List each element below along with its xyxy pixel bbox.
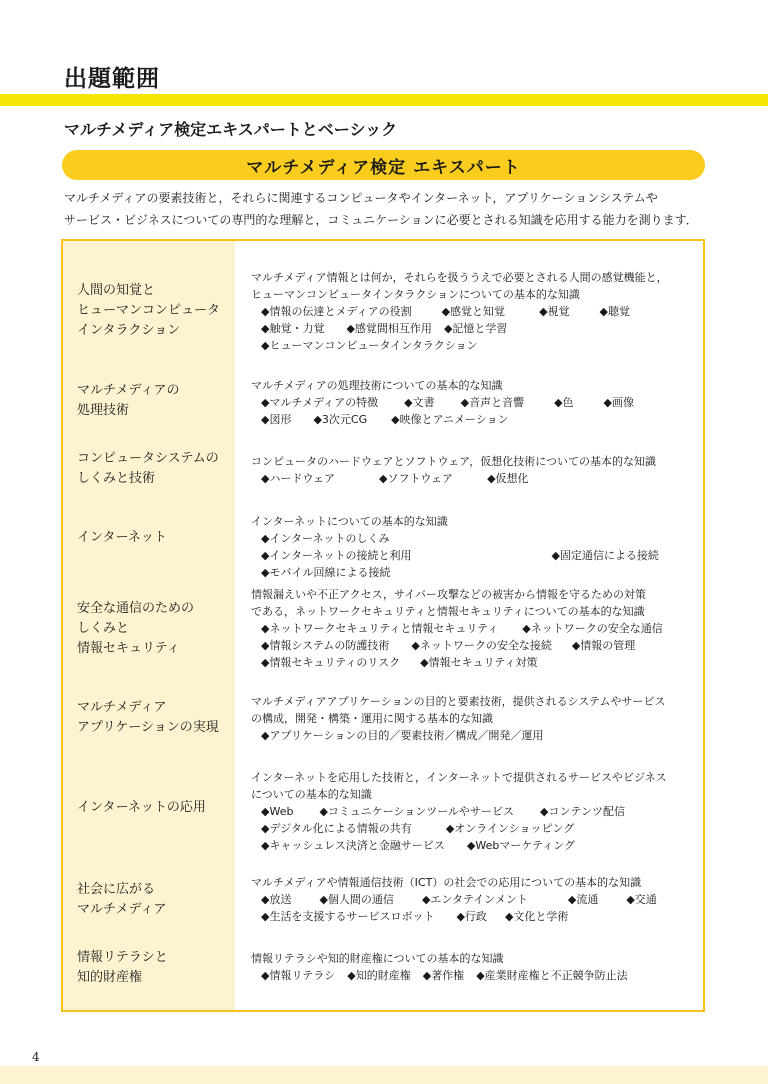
topic-list: [251, 470, 701, 487]
topic-item: ◆オンラインショッピング: [445, 822, 575, 835]
topic-item: ◆マルチメディアの特徴: [261, 396, 379, 409]
category-label: インターネット: [77, 530, 167, 545]
topic-item: ◆交通: [626, 893, 657, 906]
topic-item: ◆Web: [261, 805, 294, 818]
category-description: マルチメディアや情報通信技術（ICT）の社会での応用についての基本的な知識: [251, 876, 642, 889]
category-label: 安全な通信のための しくみと 情報セキュリティ: [77, 601, 195, 656]
topic-item: ◆視覚: [539, 305, 570, 318]
topic-item: ◆色: [554, 396, 574, 409]
section-subtitle: マルチメディア検定エキスパートとベーシック: [64, 120, 398, 139]
category-label: コンピュータシステムの しくみと技術: [77, 451, 219, 486]
category-description: インターネットについての基本的な知識: [251, 515, 448, 528]
topic-item: ◆固定通信による接続: [551, 549, 659, 562]
topic-item: ◆映像とアニメーション: [391, 413, 509, 426]
topic-item: ◆インターネットの接続と利用: [261, 549, 412, 562]
expert-heading-pill: マルチメディア検定 エキスパート: [62, 150, 705, 180]
category-label: 社会に広がる マルチメディア: [77, 882, 167, 917]
topic-item: ◆情報セキュリティ対策: [420, 656, 538, 669]
topic-item: ◆デジタル化による情報の共有: [261, 822, 412, 835]
topic-item: ◆図形: [261, 413, 292, 426]
category-description: マルチメディア情報とは何か，それらを扱ううえで必要とされる人間の感覚機能と， ヒューマンコンピュータインタラクションについての基本的な知識: [251, 271, 668, 301]
topic-item: ◆コミュニケーションツールやサービス: [319, 805, 515, 818]
topic-item: ◆モバイル回線による接続: [261, 566, 391, 579]
category-content: [251, 950, 701, 984]
topic-item: ◆個人間の通信: [319, 893, 394, 906]
topic-item: ◆情報リテラシ: [261, 969, 336, 982]
topic-item: ◆聴覚: [599, 305, 630, 318]
topic-item: ◆行政: [456, 910, 487, 923]
topic-item: ◆Webマーケティング: [466, 839, 576, 852]
category-content: [251, 513, 701, 581]
topic-list: [251, 891, 701, 925]
topic-item: ◆情報システムの防護技術: [261, 639, 390, 652]
topic-item: ◆ネットワークセキュリティと情報セキュリティ: [261, 622, 499, 635]
category-label: マルチメディア アプリケーションの実現: [77, 700, 219, 735]
topic-item: ◆ヒューマンコンピュータインタラクション: [261, 339, 478, 352]
topic-list: [251, 803, 701, 854]
page-title: 出題範囲: [64, 66, 160, 92]
topic-item: ◆ネットワークの安全な通信: [522, 622, 663, 635]
topic-item: ◆知的財産権: [347, 969, 411, 982]
topic-list: [251, 530, 701, 581]
category-content: [251, 874, 701, 925]
category-label: インターネットの応用: [77, 800, 206, 815]
category-content: [251, 769, 701, 854]
category-description: マルチメディアの処理技術についての基本的な知識: [251, 379, 503, 392]
topic-item: ◆ハードウェア: [261, 472, 336, 485]
category-content: [251, 377, 701, 428]
topic-list: [251, 303, 701, 354]
category-description: コンピュータのハードウェアとソフトウェア，仮想化技術についての基本的な知識: [251, 455, 657, 468]
topic-item: ◆放送: [261, 893, 292, 906]
topic-item: ◆ネットワークの安全な接続: [411, 639, 552, 652]
topic-item: ◆文書: [404, 396, 435, 409]
topic-item: ◆3次元CG: [313, 413, 368, 426]
intro-paragraph: [64, 187, 714, 231]
topic-item: ◆コンテンツ配信: [540, 805, 625, 818]
category-content: [251, 453, 701, 487]
topic-item: ◆著作権: [422, 969, 465, 982]
topic-item: ◆ソフトウェア: [379, 472, 454, 485]
category-content: [251, 269, 701, 354]
topic-item: ◆情報の管理: [571, 639, 636, 652]
topic-item: ◆画像: [603, 396, 635, 409]
title-underline-bar: [0, 94, 768, 106]
category-content: [251, 586, 701, 671]
category-content: [251, 693, 701, 744]
topic-item: ◆アプリケーションの目的／要素技術／構成／開発／運用: [261, 729, 544, 742]
topic-item: ◆音声と音響: [460, 396, 525, 409]
topic-list: [251, 394, 701, 428]
topic-list: [251, 967, 701, 984]
topic-item: ◆記憶と学習: [443, 322, 508, 335]
topic-item: ◆情報の伝達とメディアの役割: [261, 305, 412, 318]
topic-item: ◆仮想化: [487, 472, 529, 485]
topic-item: ◆文化と学術: [504, 910, 569, 923]
footer-band: [0, 1066, 768, 1084]
page-number: 4: [32, 1050, 40, 1064]
topic-item: ◆感覚と知覚: [441, 305, 506, 318]
topic-list: [251, 727, 701, 744]
topic-item: ◆インターネットのしくみ: [261, 532, 390, 545]
category-label: 人間の知覚と ヒューマンコンピュータ インタラクション: [77, 283, 221, 338]
category-description: 情報リテラシや知的財産権についての基本的な知識: [251, 952, 504, 965]
topic-list: [251, 620, 701, 671]
intro-line: マルチメディアの要素技術と，それらに関連するコンピュータやインターネット，アプリケーションシステムや: [64, 191, 658, 205]
topic-item: ◆情報セキュリティのリスク: [261, 656, 401, 669]
topic-item: ◆触覚・力覚: [261, 322, 325, 335]
topic-item: ◆生活を支援するサービスロボット: [261, 910, 435, 923]
topic-item: ◆流通: [567, 893, 599, 906]
topic-item: ◆感覚間相互作用: [346, 322, 432, 335]
category-label: マルチメディアの 処理技術: [77, 383, 180, 418]
intro-line: サービス・ビジネスについての専門的な理解と，コミュニケーションに必要とされる知識を応用する能力を測ります．: [64, 213, 698, 227]
category-description: インターネットを応用した技術と，インターネットで提供されるサービスやビジネス についての基本的な知識: [251, 771, 667, 801]
topic-item: ◆産業財産権と不正競争防止法: [476, 969, 628, 982]
category-description: マルチメディアアプリケーションの目的と要素技術，提供されるシステムやサービス の構成，開発・構築・運用に関する基本的な知識: [251, 695, 666, 725]
category-label: 情報リテラシと 知的財産権: [77, 950, 168, 985]
category-description: 情報漏えいや不正アクセス，サイバー攻撃などの被害から情報を守るための対策 である，ネットワークセキュリティと情報セキュリティについての基本的な知識: [251, 588, 647, 618]
exam-scope-table: [61, 239, 705, 1012]
topic-item: ◆キャッシュレス決済と金融サービス: [261, 839, 445, 852]
topic-item: ◆エンタテインメント: [421, 893, 528, 906]
